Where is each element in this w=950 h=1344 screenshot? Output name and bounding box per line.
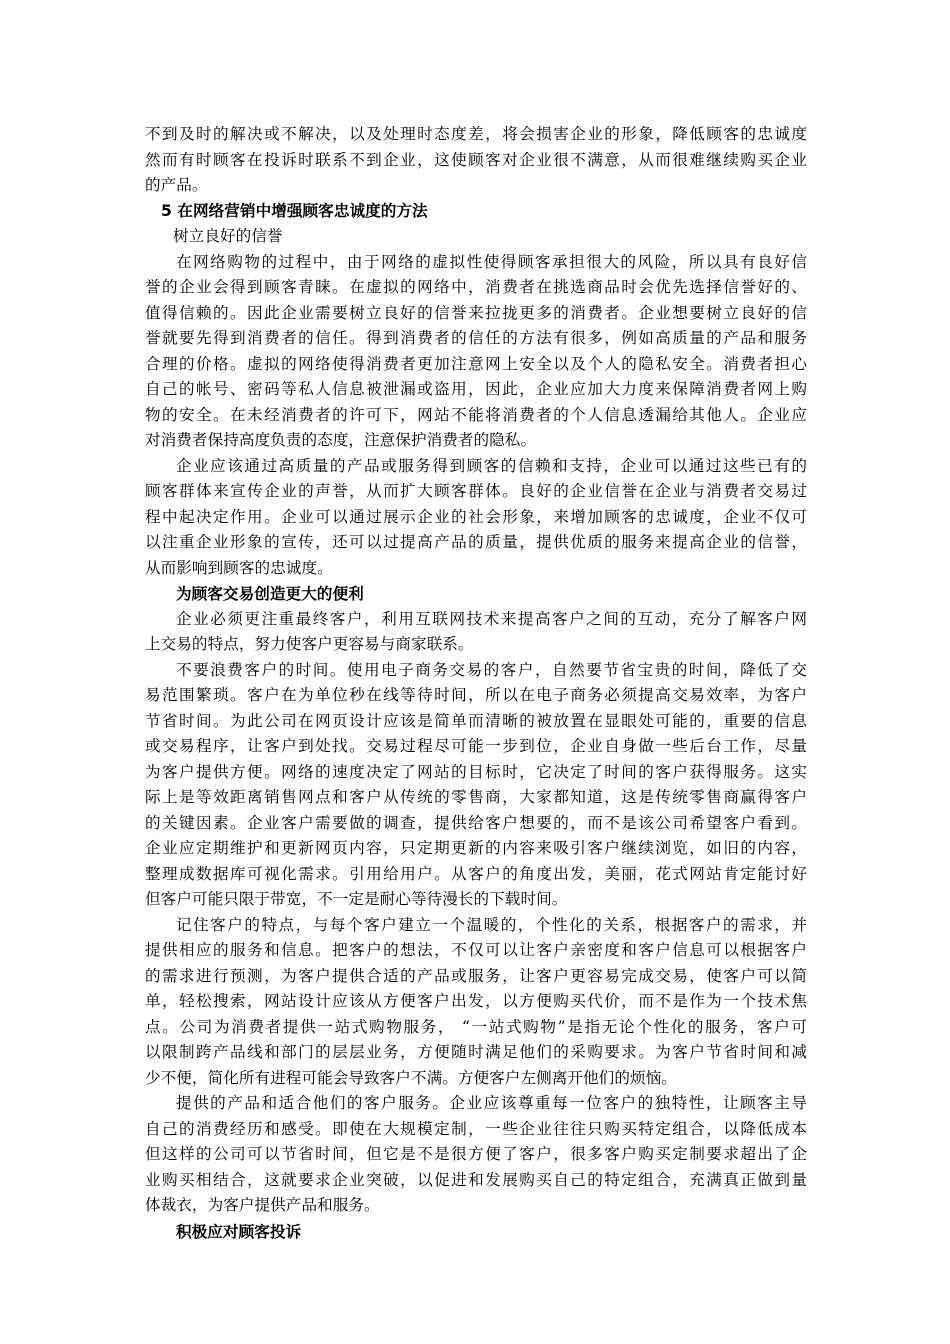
text-line: 为客户提供方便。网络的速度决定了网站的目标时，它决定了时间的客户获得服务。这实 bbox=[145, 762, 807, 781]
subsection-heading: 为顾客交易创造更大的便利 bbox=[176, 584, 364, 603]
section-heading: 5 在网络营销中增强顾客忠诚度的方法 bbox=[161, 201, 428, 220]
text-line: 值得信赖的。因此企业需要树立良好的信誉来拉拢更多的消费者。企业想要树立良好的信 bbox=[145, 303, 807, 322]
text-line: 企业应该通过高质量的产品或服务得到顾客的信赖和支持，企业可以通过这些已有的 bbox=[176, 456, 807, 475]
text-line: 际上是等效距离销售网点和客户从传统的零售商，大家都知道，这是传统零售商赢得客户 bbox=[145, 788, 807, 806]
text-line: 单，轻松搜索，网站设计应该从方便客户出发，以方便购买代价，而不是作为一个技术焦 bbox=[145, 992, 807, 1010]
text-line: 记住客户的特点，与每个客户建立一个温暖的，个性化的关系，根据客户的需求，并 bbox=[176, 915, 807, 934]
text-line: 或交易程序，让客户到处找。交易过程尽可能一步到位，企业自身做一些后台工作，尽量 bbox=[145, 737, 807, 755]
text-line: 誉的企业会得到顾客青睐。在虚拟的网络中，消费者在挑选商品时会优先选择信誉好的、 bbox=[145, 278, 807, 296]
text-line: 易范围繁琐。客户在为单位秒在线等待时间，所以在电子商务必须提高交易效率，为客户 bbox=[145, 686, 807, 704]
text-line: 以注重企业形象的宣传，还可以过提高产品的质量，提供优质的服务来提高企业的信誉， bbox=[145, 533, 807, 551]
text-line: 上交易的特点，努力使客户更容易与商家联系。 bbox=[145, 635, 474, 653]
text-line: 企业应定期维护和更新网页内容，只定期更新的内容来吸引客户继续浏览，如旧的内容， bbox=[145, 839, 807, 857]
text-line: 顾客群体来宣传企业的声誉，从而扩大顾客群体。良好的企业信誉在企业与消费者交易过 bbox=[145, 482, 807, 500]
text-line: 自己的帐号、密码等私人信息被泄漏或盗用，因此，企业应加大力度来保障消费者网上购 bbox=[145, 380, 807, 398]
text-line: 程中起决定作用。企业可以通过展示企业的社会形象，来增加顾客的忠诚度，企业不仅可 bbox=[145, 507, 807, 526]
text-line: 物的安全。在未经消费者的许可下，网站不能将消费者的个人信息透漏给其他人。企业应 bbox=[145, 405, 807, 424]
text-line: 提供相应的服务和信息。把客户的想法，不仅可以让客户亲密度和客户信息可以根据客户 bbox=[145, 941, 807, 959]
text-line: 自己的消费经历和感受。即使在大规模定制，一些企业往往只购买特定组合，以降低成本 bbox=[145, 1119, 807, 1138]
text-line: 整理成数据库可视化需求。引用给用户。从客户的角度出发，美丽，花式网站肯定能讨好 bbox=[145, 864, 807, 883]
text-line: 然而有时顾客在投诉时联系不到企业，这使顾客对企业很不满意，从而很难继续购买企业 bbox=[145, 150, 807, 169]
text-line: 节省时间。为此公司在网页设计应该是简单而清晰的被放置在显眼处可能的，重要的信息 bbox=[145, 711, 807, 730]
text-line: 不要浪费客户的时间。使用电子商务交易的客户，自然要节省宝贵的时间，降低了交 bbox=[176, 660, 807, 679]
text-line: 以限制跨产品线和部门的层层业务，方便随时满足他们的采购要求。为客户节省时间和减 bbox=[145, 1043, 807, 1061]
text-line: 提供的产品和适合他们的客户服务。企业应该尊重每一位客户的独特性，让顾客主导 bbox=[176, 1094, 807, 1112]
text-line: 在网络购物的过程中，由于网络的虚拟性使得顾客承担很大的风险，所以具有良好信 bbox=[176, 252, 807, 271]
text-line: 合理的价格。虚拟的网络使得消费者更加注意网上安全以及个人的隐私安全。消费者担心 bbox=[145, 354, 807, 373]
document-body bbox=[145, 122, 807, 1244]
text-line: 但客户可能只限于带宽，不一定是耐心等待漫长的下载时间。 bbox=[145, 890, 568, 908]
text-line: 体裁衣，为客户提供产品和服务。 bbox=[145, 1196, 380, 1214]
text-line: 的关键因素。企业客户需要做的调查，提供给客户想要的，而不是该公司希望客户看到。 bbox=[145, 813, 807, 832]
text-line: 但这样的公司可以节省时间，但它是不是很方便了客户，很多客户购买定制要求超出了企 bbox=[145, 1145, 807, 1163]
text-line: 少不便，简化所有进程可能会导致客户不满。方便客户左侧离开他们的烦恼。 bbox=[145, 1068, 677, 1087]
text-line: 的产品。 bbox=[145, 176, 208, 194]
text-line: 从而影响到顾客的忠诚度。 bbox=[145, 558, 333, 577]
text-line: 对消费者保持高度负责的态度，注意保护消费者的隐私。 bbox=[145, 431, 537, 449]
text-line: 不到及时的解决或不解决，以及处理时态度差，将会损害企业的形象，降低顾客的忠诚度 bbox=[145, 125, 807, 143]
subsection-heading: 积极应对顾客投诉 bbox=[176, 1221, 302, 1241]
subsection-heading: 树立良好的信誉 bbox=[173, 227, 283, 245]
text-line: 企业必须更注重最终客户，利用互联网技术来提高客户之间的互动，充分了解客户网 bbox=[176, 609, 807, 628]
text-line: 的需求进行预测，为客户提供合适的产品或服务，让客户更容易完成交易，使客户可以简 bbox=[145, 966, 807, 985]
text-line: 点。公司为消费者提供一站式购物服务， “一站式购物”是指无论个性化的服务，客户可 bbox=[145, 1017, 807, 1036]
text-line: 业购买相结合，这就要求企业突破，以促进和发展购买自己的特定组合，充满真正做到量 bbox=[145, 1170, 807, 1189]
text-line: 誉就要先得到消费者的信任。得到消费者的信任的方法有很多，例如高质量的产品和服务 bbox=[145, 329, 807, 347]
